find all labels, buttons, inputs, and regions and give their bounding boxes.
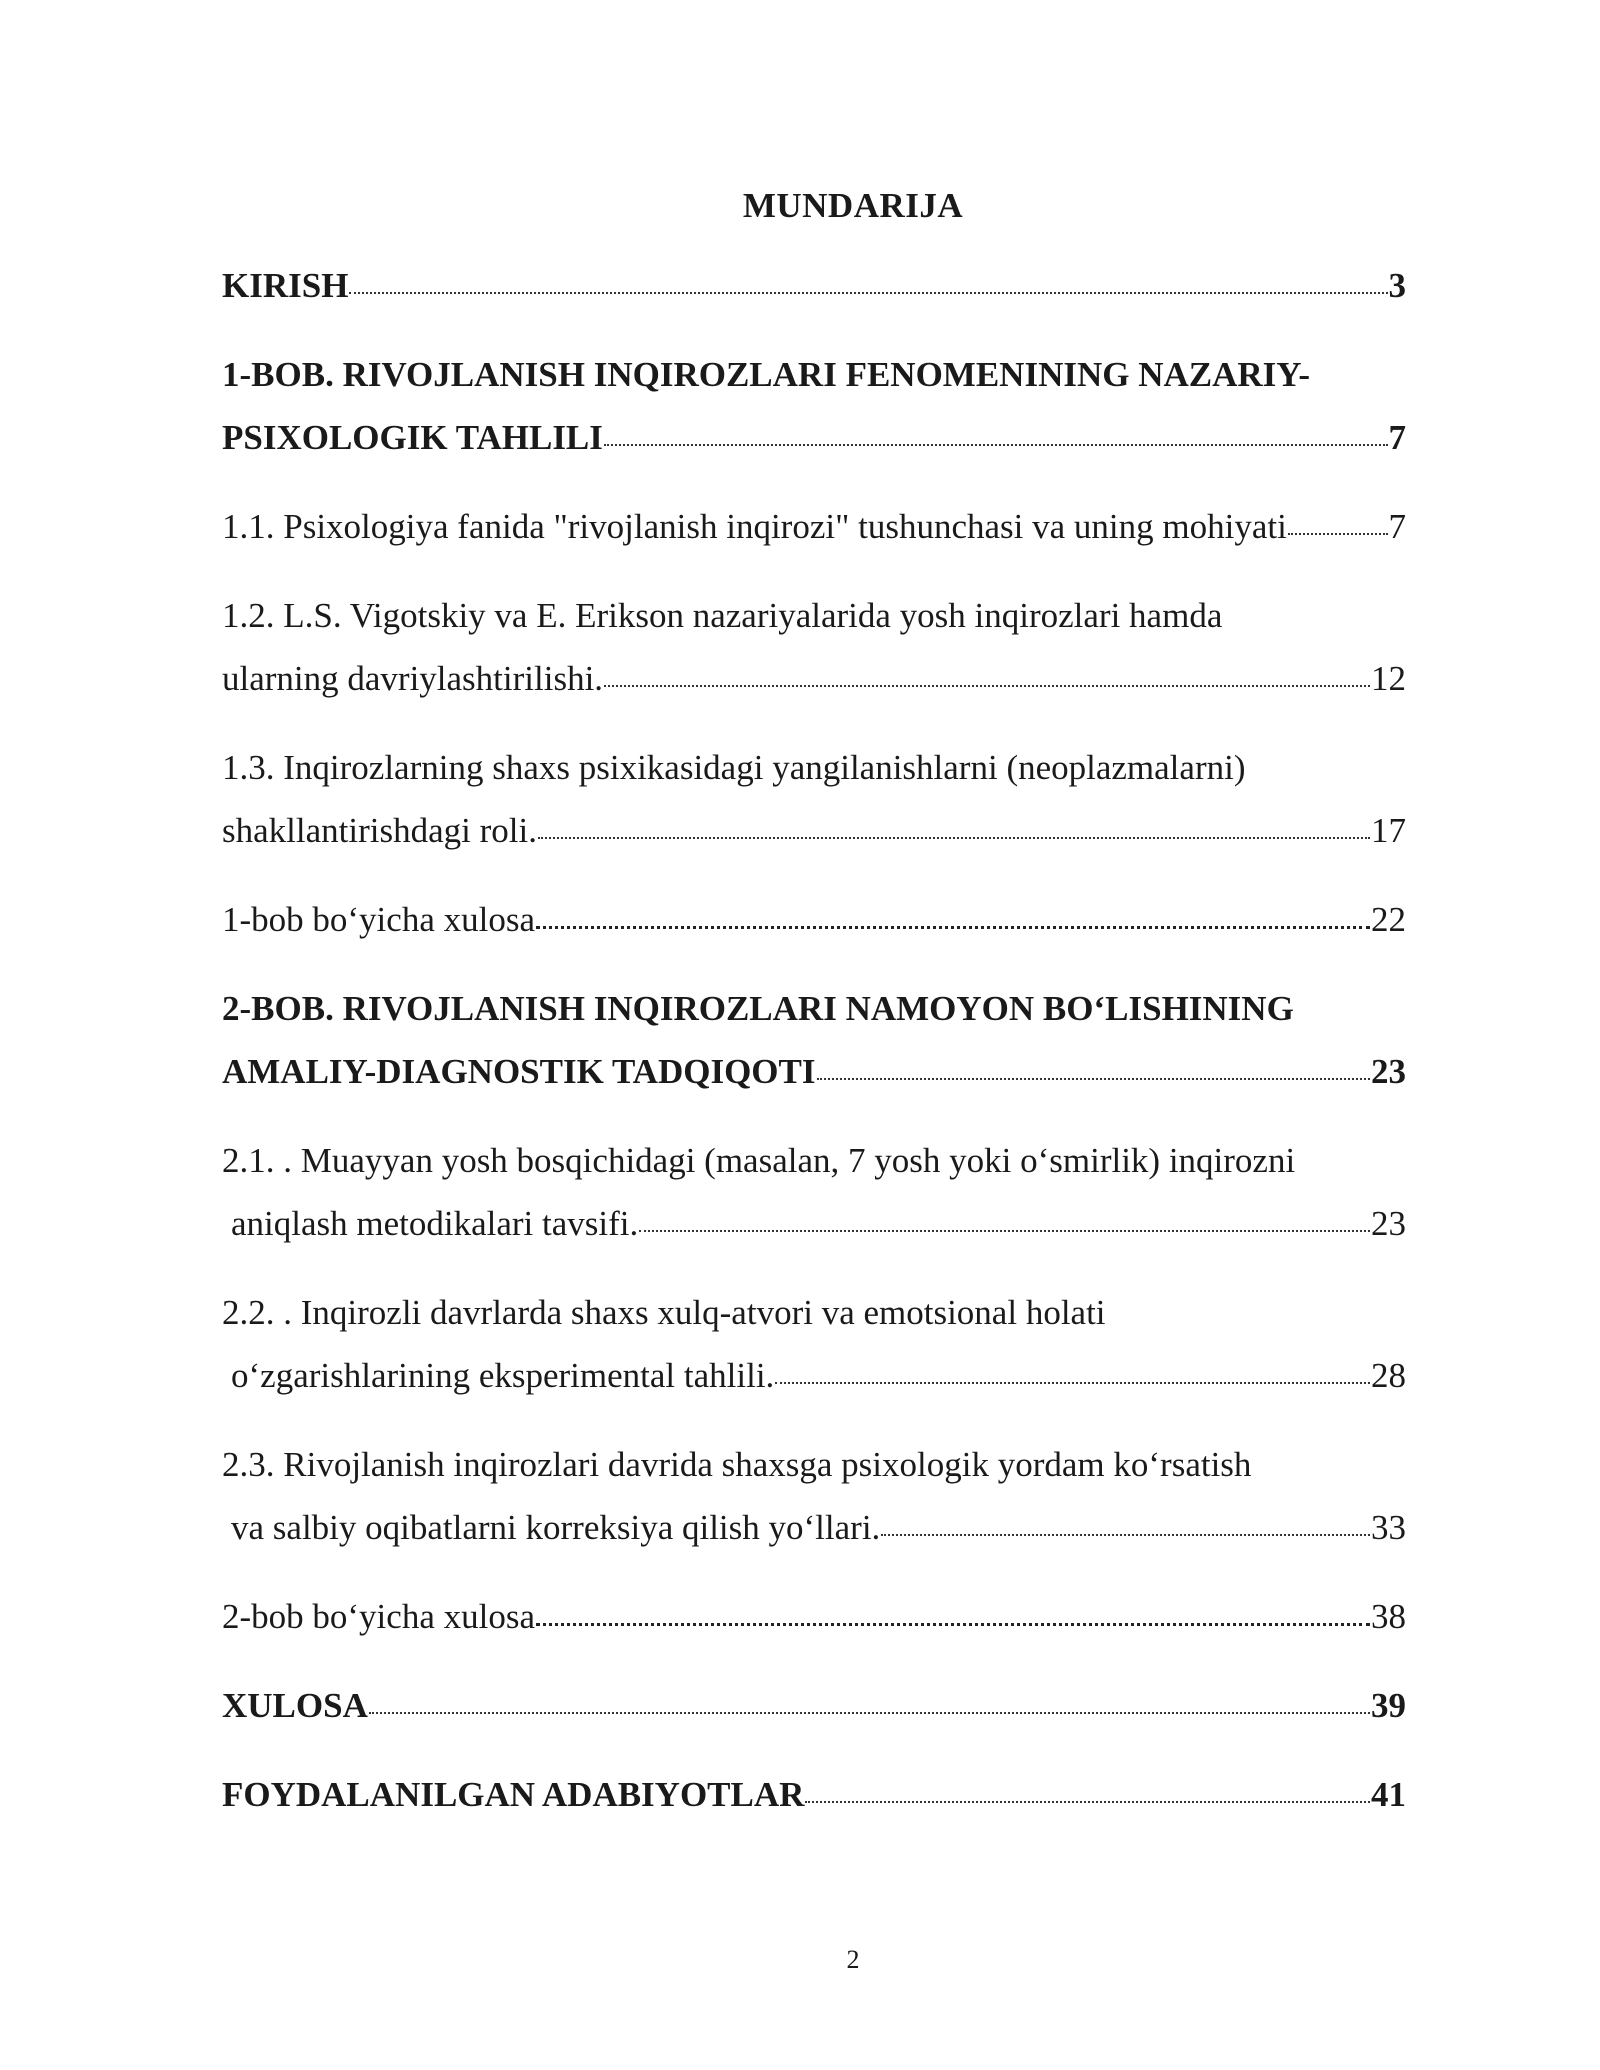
toc-page-number: 7 [1388,507,1406,546]
toc-entry-text: 2-bob bo‘yicha xulosa [222,1597,535,1636]
page-number: 2 [846,1945,860,1974]
toc-page-number: 7 [1388,418,1406,457]
toc-page-number: 41 [1371,1775,1406,1814]
toc-page-number: 28 [1371,1356,1406,1395]
toc-entry-xulosa-2[interactable] [222,1599,1406,1634]
toc-page-number: 22 [1371,900,1406,939]
toc-entry-text: va salbiy oqibatlarni korreksiya qilish yo‘llari. [231,1508,881,1547]
toc-page-number: 39 [1371,1686,1406,1725]
dot-leader [538,837,1370,839]
toc-entry-1-3[interactable] [222,813,1406,848]
dot-leader [775,1382,1370,1384]
toc-page-number: 38 [1371,1597,1406,1636]
dot-leader [1288,533,1388,535]
toc-entry-1-2-line1: 1.2. L.S. Vigotskiy va E. Erikson nazariyalarida yosh inqirozlari hamda [222,596,1223,635]
dot-leader [881,1534,1370,1536]
toc-page-number: 33 [1371,1508,1406,1547]
toc-entry-2-3-line1: 2.3. Rivojlanish inqirozlari davrida shaxsga psixologik yordam ko‘rsatish [222,1445,1252,1484]
toc-entry-1-1[interactable] [222,509,1406,544]
toc-entry-text: XULOSA [222,1686,368,1725]
dot-leader [349,292,1387,294]
toc-entry-adabiyotlar[interactable] [222,1777,1406,1812]
toc-page-number: 23 [1371,1204,1406,1243]
toc-entry-2-3[interactable] [231,1510,1406,1545]
dot-leader [369,1712,1370,1714]
toc-entry-text: 1.1. Psixologiya fanida "rivojlanish inqirozi" tushunchasi va uning mohiyati [222,507,1287,546]
toc-entry-xulosa[interactable] [222,1688,1406,1723]
dot-leader [817,1078,1371,1080]
toc-entry-text: aniqlash metodikalari tavsifi. [231,1204,639,1243]
toc-entry-2-1[interactable] [231,1206,1406,1241]
toc-entry-text: FOYDALANILGAN ADABIYOTLAR [222,1775,805,1814]
toc-entry-bob1[interactable] [222,420,1406,455]
toc-entry-text: PSIXOLOGIK TAHLILI [222,418,603,457]
toc-entry-1-3-line1: 1.3. Inqirozlarning shaxs psixikasidagi yangilanishlarni (neoplazmalarni) [222,748,1246,787]
toc-entry-1-2[interactable] [222,661,1406,696]
toc-page-number: 3 [1388,266,1406,305]
toc-page-number: 17 [1371,811,1406,850]
toc-entry-text: ularning davriylashtirilishi. [222,659,604,698]
page-title: MUNDARIJA [742,186,964,225]
toc-entry-text: o‘zgarishlarining eksperimental tahlili. [231,1356,775,1395]
toc-entry-bob1-line1: 1-BOB. RIVOJLANISH INQIROZLARI FENOMENINING NAZARIY- [222,355,1311,394]
toc-entry-2-2-line1: 2.2. . Inqirozli davrlarda shaxs xulq-atvori va emotsional holati [222,1293,1106,1332]
dot-leader [604,444,1388,446]
toc-entry-text: shakllantirishdagi roli. [222,811,537,850]
toc-entry-xulosa-1[interactable] [222,902,1406,937]
dot-leader [639,1230,1370,1232]
dot-leader [536,1623,1370,1626]
toc-entry-bob2[interactable] [222,1054,1406,1089]
toc-entry-text: AMALIY-DIAGNOSTIK TADQIQOTI [222,1052,816,1091]
toc-page-number: 12 [1371,659,1406,698]
toc-entry-2-1-line1: 2.1. . Muayyan yosh bosqichidagi (masalan, 7 yosh yoki o‘smirlik) inqirozni [222,1141,1296,1180]
dot-leader [805,1801,1370,1803]
dot-leader [536,926,1370,929]
toc-entry-2-2[interactable] [231,1358,1406,1393]
toc-entry-text: KIRISH [222,266,349,305]
dot-leader [604,685,1370,687]
toc-entry-text: 1-bob bo‘yicha xulosa [222,900,535,939]
toc-page-number: 23 [1371,1052,1406,1091]
toc-entry-kirish[interactable] [222,268,1406,303]
toc-entry-bob2-line1: 2-BOB. RIVOJLANISH INQIROZLARI NAMOYON BO‘LISHINING [222,989,1294,1028]
